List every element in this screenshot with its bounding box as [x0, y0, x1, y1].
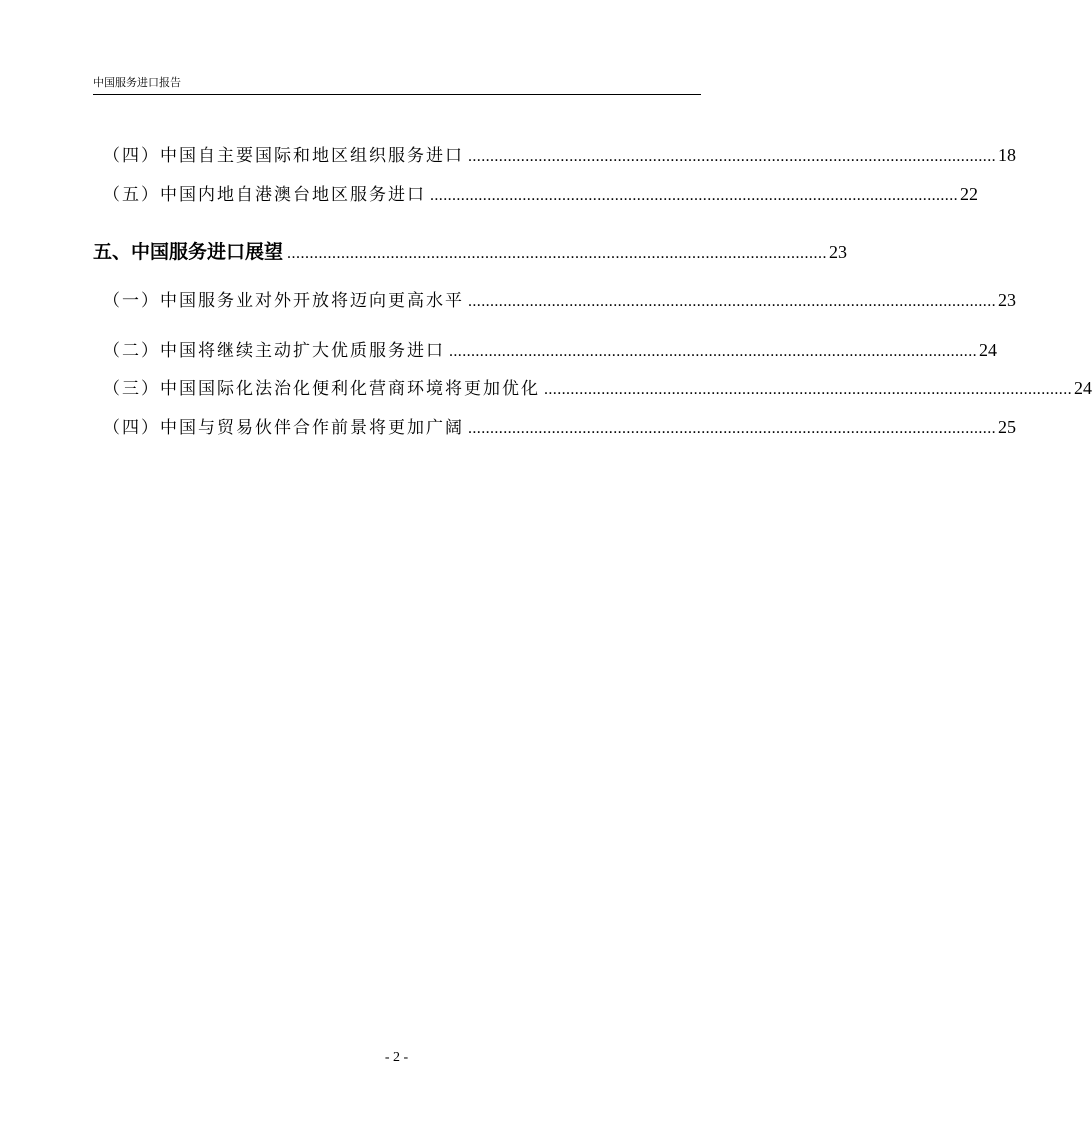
toc-entry-label: （一）中国服务业对外开放将迈向更高水平 [103, 291, 464, 311]
toc-entry-label: （五）中国内地自港澳台地区服务进口 [103, 185, 426, 205]
header-title: 中国服务进口报告 [93, 76, 181, 89]
toc-leader-dots: ........................................................................................................................ [468, 293, 996, 310]
toc-entry-page: 25 [998, 417, 1016, 437]
toc-entry-label: （四）中国自主要国际和地区组织服务进口 [103, 146, 464, 166]
toc-entry[interactable] [93, 286, 1016, 311]
toc-leader-dots: ........................................................................................................................ [544, 381, 1072, 398]
toc-entry-label: （三）中国国际化法治化便利化营商环境将更加优化 [103, 379, 540, 399]
toc-entry-page: 23 [829, 242, 848, 262]
toc-entry[interactable] [93, 336, 997, 361]
toc-section-entry[interactable] [93, 237, 848, 264]
toc-entry-page: 24 [1074, 378, 1092, 398]
toc-entry-label: 五、中国服务进口展望 [93, 241, 284, 263]
toc-entry-page: 22 [960, 184, 978, 204]
toc-entry[interactable] [93, 180, 978, 205]
toc-entry-page: 18 [998, 145, 1016, 165]
toc-leader-dots: ........................................................................................................................ [468, 148, 996, 165]
toc-entry[interactable] [93, 374, 1092, 399]
toc-entry[interactable] [93, 413, 1016, 438]
toc-entry-page: 24 [979, 340, 997, 360]
toc-entry[interactable] [93, 141, 1016, 166]
toc-leader-dots: ........................................................................................................................ [287, 245, 828, 262]
page-header [93, 76, 701, 95]
toc-leader-dots: ........................................................................................................................ [468, 420, 996, 437]
page-number: - 2 - [384, 1050, 409, 1065]
toc-leader-dots: ........................................................................................................................ [430, 187, 958, 204]
toc-entry-page: 23 [998, 290, 1016, 310]
toc-leader-dots: ........................................................................................................................ [449, 343, 977, 360]
toc-entry-label: （二）中国将继续主动扩大优质服务进口 [103, 341, 445, 361]
toc-entry-label: （四）中国与贸易伙伴合作前景将更加广阔 [103, 418, 464, 438]
